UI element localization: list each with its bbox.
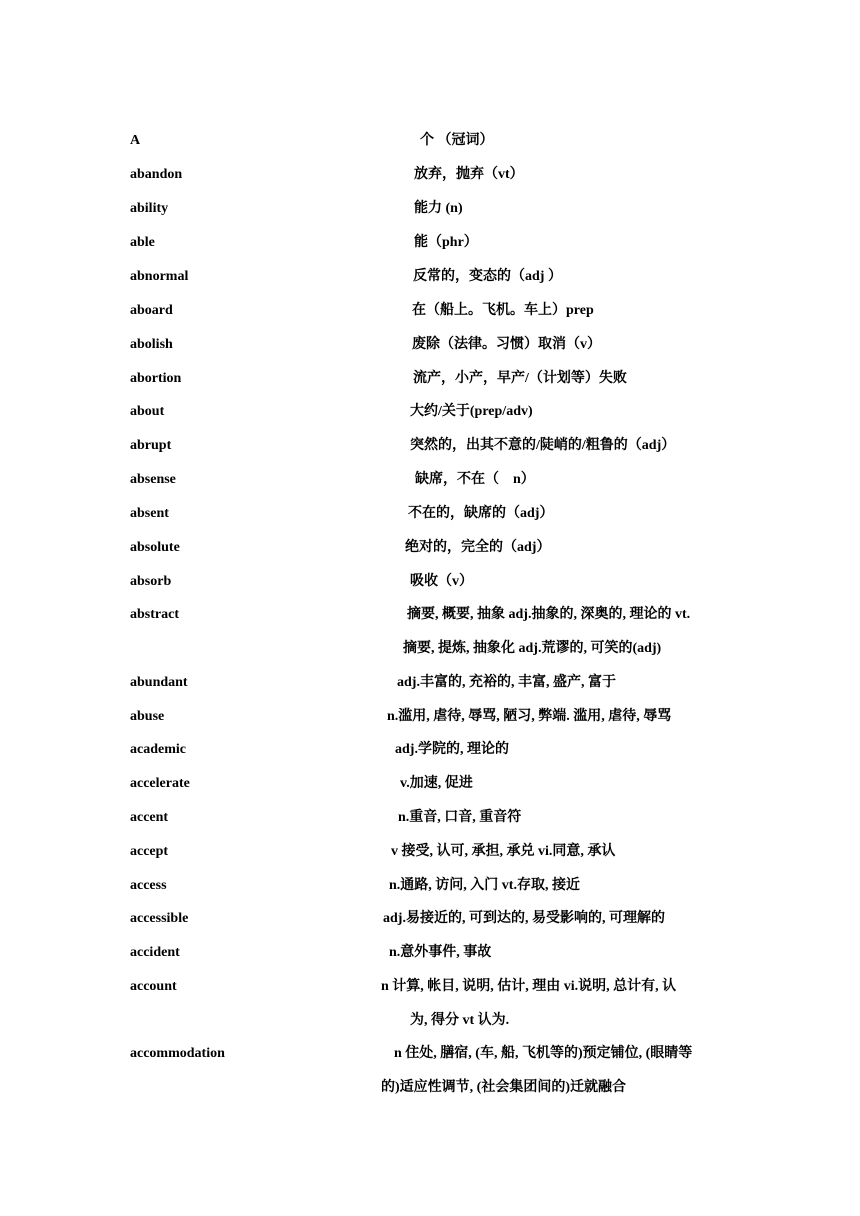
entry-word: able [130,235,155,250]
entry-accessible [0,908,860,930]
entry-definition: n.重音, 口音, 重音符 [398,810,522,825]
entry-definition: v.加速, 促进 [400,776,473,791]
entry-word: absolute [130,540,180,555]
entry-word: absense [130,472,176,487]
entry-absorb [0,571,860,593]
entry-able [0,232,860,254]
entry-word: abuse [130,709,165,724]
entry-word: abnormal [130,269,189,284]
entry-definition: n.通路, 访问, 入门 vt.存取, 接近 [389,878,580,893]
entry-word: abundant [130,675,188,690]
entry-word: abandon [130,167,183,182]
entry-definition: 能（phr） [414,235,478,250]
entry-accelerate [0,773,860,795]
entry-abortion [0,368,860,390]
entry-word: A [130,133,141,148]
entry-abolish [0,334,860,356]
entry-word: accept [130,844,169,859]
entry-word: accommodation [130,1046,225,1061]
entry-word: abortion [130,371,182,386]
entry-account [0,976,860,998]
entry-academic [0,739,860,761]
entry-abstract [0,604,860,626]
entry-abuse [0,706,860,728]
entry-abnormal [0,266,860,288]
entry-accent [0,807,860,829]
entry-word: abolish [130,337,173,352]
entry-definition: 绝对的，完全的（adj） [405,540,551,555]
entry-word: access [130,878,167,893]
entry-definition: n 计算, 帐目, 说明, 估计, 理由 vi.说明, 总计有, 认 [381,979,677,994]
entry-absent [0,503,860,525]
entry-word: aboard [130,303,173,318]
entry-definition: n.意外事件, 事故 [389,945,492,960]
entry-abrupt [0,435,860,457]
entry-definition: 流产，小产，早产/（计划等）失败 [413,371,627,386]
entry-word: about [130,404,165,419]
entry-definition: 废除（法律。习惯）取消（v） [412,337,601,352]
entry-word: account [130,979,177,994]
entry-ability [0,198,860,220]
entry-absense [0,469,860,491]
entry-definition-continued: 的)适应性调节, (社会集团间的)迁就融合 [381,1080,626,1095]
entry-abandon [0,164,860,186]
entry-definition: n 住处, 膳宿, (车, 船, 飞机等的)预定铺位, (眼睛等 [394,1046,693,1061]
entry-access [0,875,860,897]
entry-definition: 突然的，出其不意的/陡峭的/粗鲁的（adj） [410,438,676,453]
entry-definition: 缺席，不在（ n） [415,472,535,487]
entry-definition: 个 （冠词） [420,133,494,148]
entry-word: absorb [130,574,172,589]
entry-definition: adj.丰富的, 充裕的, 丰富, 盛产, 富于 [397,675,616,690]
entry-definition: 摘要, 概要, 抽象 adj.抽象的, 深奥的, 理论的 vt. [407,607,691,622]
entry-word: ability [130,201,169,216]
entry-definition: v 接受, 认可, 承担, 承兑 vi.同意, 承认 [391,844,616,859]
entry-definition-continued: 为, 得分 vt 认为. [410,1013,510,1028]
entry-definition: adj.学院的, 理论的 [395,742,509,757]
entry-word: abrupt [130,438,172,453]
entry-word: abstract [130,607,179,622]
entry-accident [0,942,860,964]
entry-word: accident [130,945,180,960]
entry-definition: 大约/关于(prep/adv) [410,404,533,419]
entry-accept [0,841,860,863]
entry-definition: 能力 (n) [414,201,463,216]
entry-definition: 放弃，抛弃（vt） [414,167,524,182]
entry-about [0,401,860,423]
entry-word: accessible [130,911,189,926]
entry-aboard [0,300,860,322]
entry-word: absent [130,506,169,521]
entry-definition: adj.易接近的, 可到达的, 易受影响的, 可理解的 [383,911,665,926]
entry-definition: n.滥用, 虐待, 辱骂, 陋习, 弊端. 滥用, 虐待, 辱骂 [387,709,672,724]
entry-definition: 反常的，变态的（adj ） [413,269,562,284]
entry-accommodation [0,1043,860,1065]
entry-a [0,130,860,152]
entry-abundant [0,672,860,694]
entry-definition: 吸收（v） [410,574,473,589]
entry-absolute [0,537,860,559]
entry-definition-continued: 摘要, 提炼, 抽象化 adj.荒谬的, 可笑的(adj) [403,641,662,656]
entry-word: accent [130,810,169,825]
entry-word: accelerate [130,776,190,791]
entry-definition: 不在的，缺席的（adj） [408,506,554,521]
entry-definition: 在（船上。飞机。车上）prep [412,303,594,318]
entry-word: academic [130,742,186,757]
